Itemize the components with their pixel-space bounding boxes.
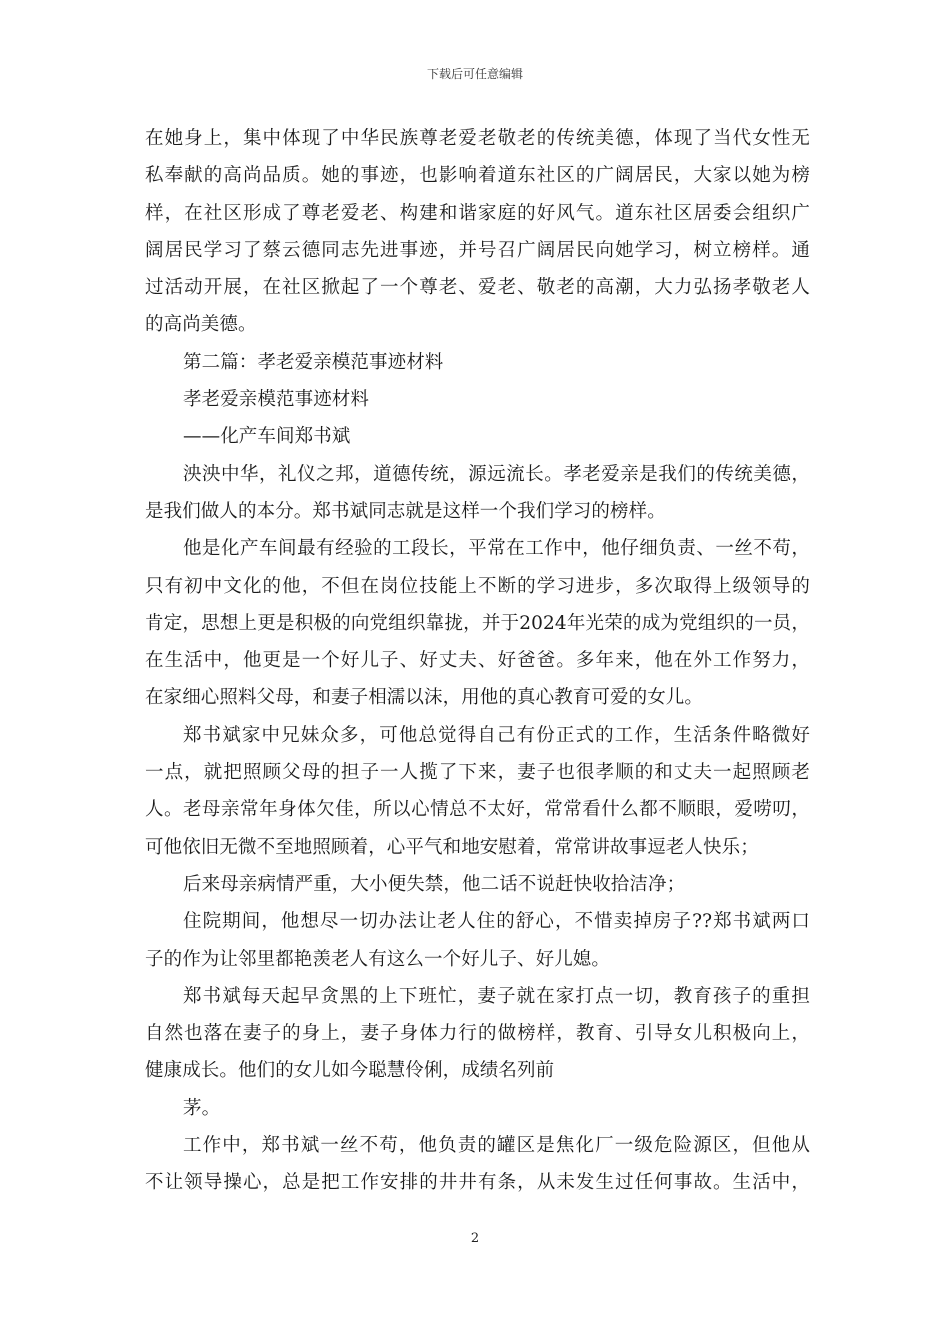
paragraph-line: 住院期间，他想尽一切办法让老人住的舒心，不惜卖掉房子??郑书斌两口 [183, 911, 810, 933]
paragraph-line: 过活动开展，在社区掀起了一个尊老、爱老、敬老的高潮，大力弘扬孝敬老人 [145, 277, 810, 299]
paragraph-line: 自然也落在妻子的身上，妻子身体力行的做榜样，教育、引导女儿积极向上， [145, 1023, 810, 1045]
paragraph-line: 私奉献的高尚品质。她的事迹，也影响着道东社区的广阔居民，大家以她为榜 [145, 165, 810, 187]
paragraph-line: 的高尚美德。 [145, 314, 257, 336]
paragraph-line: 样，在社区形成了尊老爱老、构建和谐家庭的好风气。道东社区居委会组织广 [145, 202, 810, 224]
paragraph-line: 可他依旧无微不至地照顾着，心平气和地安慰着，常常讲故事逗老人快乐； [145, 836, 759, 858]
paragraph-line: 阔居民学习了蔡云德同志先进事迹，并号召广阔居民向她学习，树立榜样。通 [145, 239, 810, 261]
paragraph-line: 茅。 [183, 1097, 221, 1119]
paragraph-line: 郑书斌每天起早贪黑的上下班忙，妻子就在家打点一切，教育孩子的重担 [183, 985, 810, 1007]
paragraph-line: 只有初中文化的他，不但在岗位技能上不断的学习进步，多次取得上级领导的 [145, 575, 810, 597]
page-header: 下载后可任意编辑 [426, 67, 523, 81]
section-heading: 第二篇：孝老爱亲模范事迹材料 [183, 351, 444, 373]
paragraph-line: 他是化产车间最有经验的工段长，平常在工作中，他仔细负责、一丝不苟， [183, 538, 810, 560]
paragraph-line: 健康成长。他们的女儿如今聪慧伶俐，成绩名列前 [145, 1060, 555, 1082]
paragraph-line: 在生活中，他更是一个好儿子、好丈夫、好爸爸。多年来，他在外工作努力， [145, 650, 810, 672]
paragraph-line: 人。老母亲常年身体欠佳，所以心情总不太好，常常看什么都不顺眼，爱唠叨， [145, 799, 810, 821]
paragraph-line: 在家细心照料父母，和妻子相濡以沫，用他的真心教育可爱的女儿。 [145, 687, 704, 709]
document-subtitle: ——化产车间郑书斌 [183, 426, 351, 448]
document-title: 孝老爱亲模范事迹材料 [183, 389, 370, 411]
paragraph-line: 后来母亲病情严重，大小便失禁，他二话不说赶快收拾洁净； [183, 873, 686, 895]
page-number: 2 [470, 1231, 480, 1246]
paragraph-line: 肯定，思想上更是积极的向党组织靠拢，并于2024年光荣的成为党组织的一员， [145, 612, 810, 634]
paragraph-line: 泱泱中华，礼仪之邦，道德传统，源远流长。孝老爱亲是我们的传统美德， [183, 463, 810, 485]
document-body [145, 120, 810, 1202]
paragraph-line: 是我们做人的本分。郑书斌同志就是这样一个我们学习的榜样。 [145, 500, 666, 522]
paragraph-line: 不让领导操心，总是把工作安排的井井有条，从未发生过任何事故。生活中， [145, 1172, 810, 1194]
paragraph-line: 工作中，郑书斌一丝不苟，他负责的罐区是焦化厂一级危险源区，但他从 [183, 1135, 810, 1157]
paragraph-line: 郑书斌家中兄妹众多，可他总觉得自己有份正式的工作，生活条件略微好 [183, 724, 810, 746]
paragraph-line: 子的作为让邻里都艳羡老人有这么一个好儿子、好儿媳。 [145, 948, 611, 970]
paragraph-line: 在她身上，集中体现了中华民族尊老爱老敬老的传统美德，体现了当代女性无 [145, 128, 810, 149]
paragraph-line: 一点，就把照顾父母的担子一人揽了下来，妻子也很孝顺的和丈夫一起照顾老 [145, 762, 810, 784]
